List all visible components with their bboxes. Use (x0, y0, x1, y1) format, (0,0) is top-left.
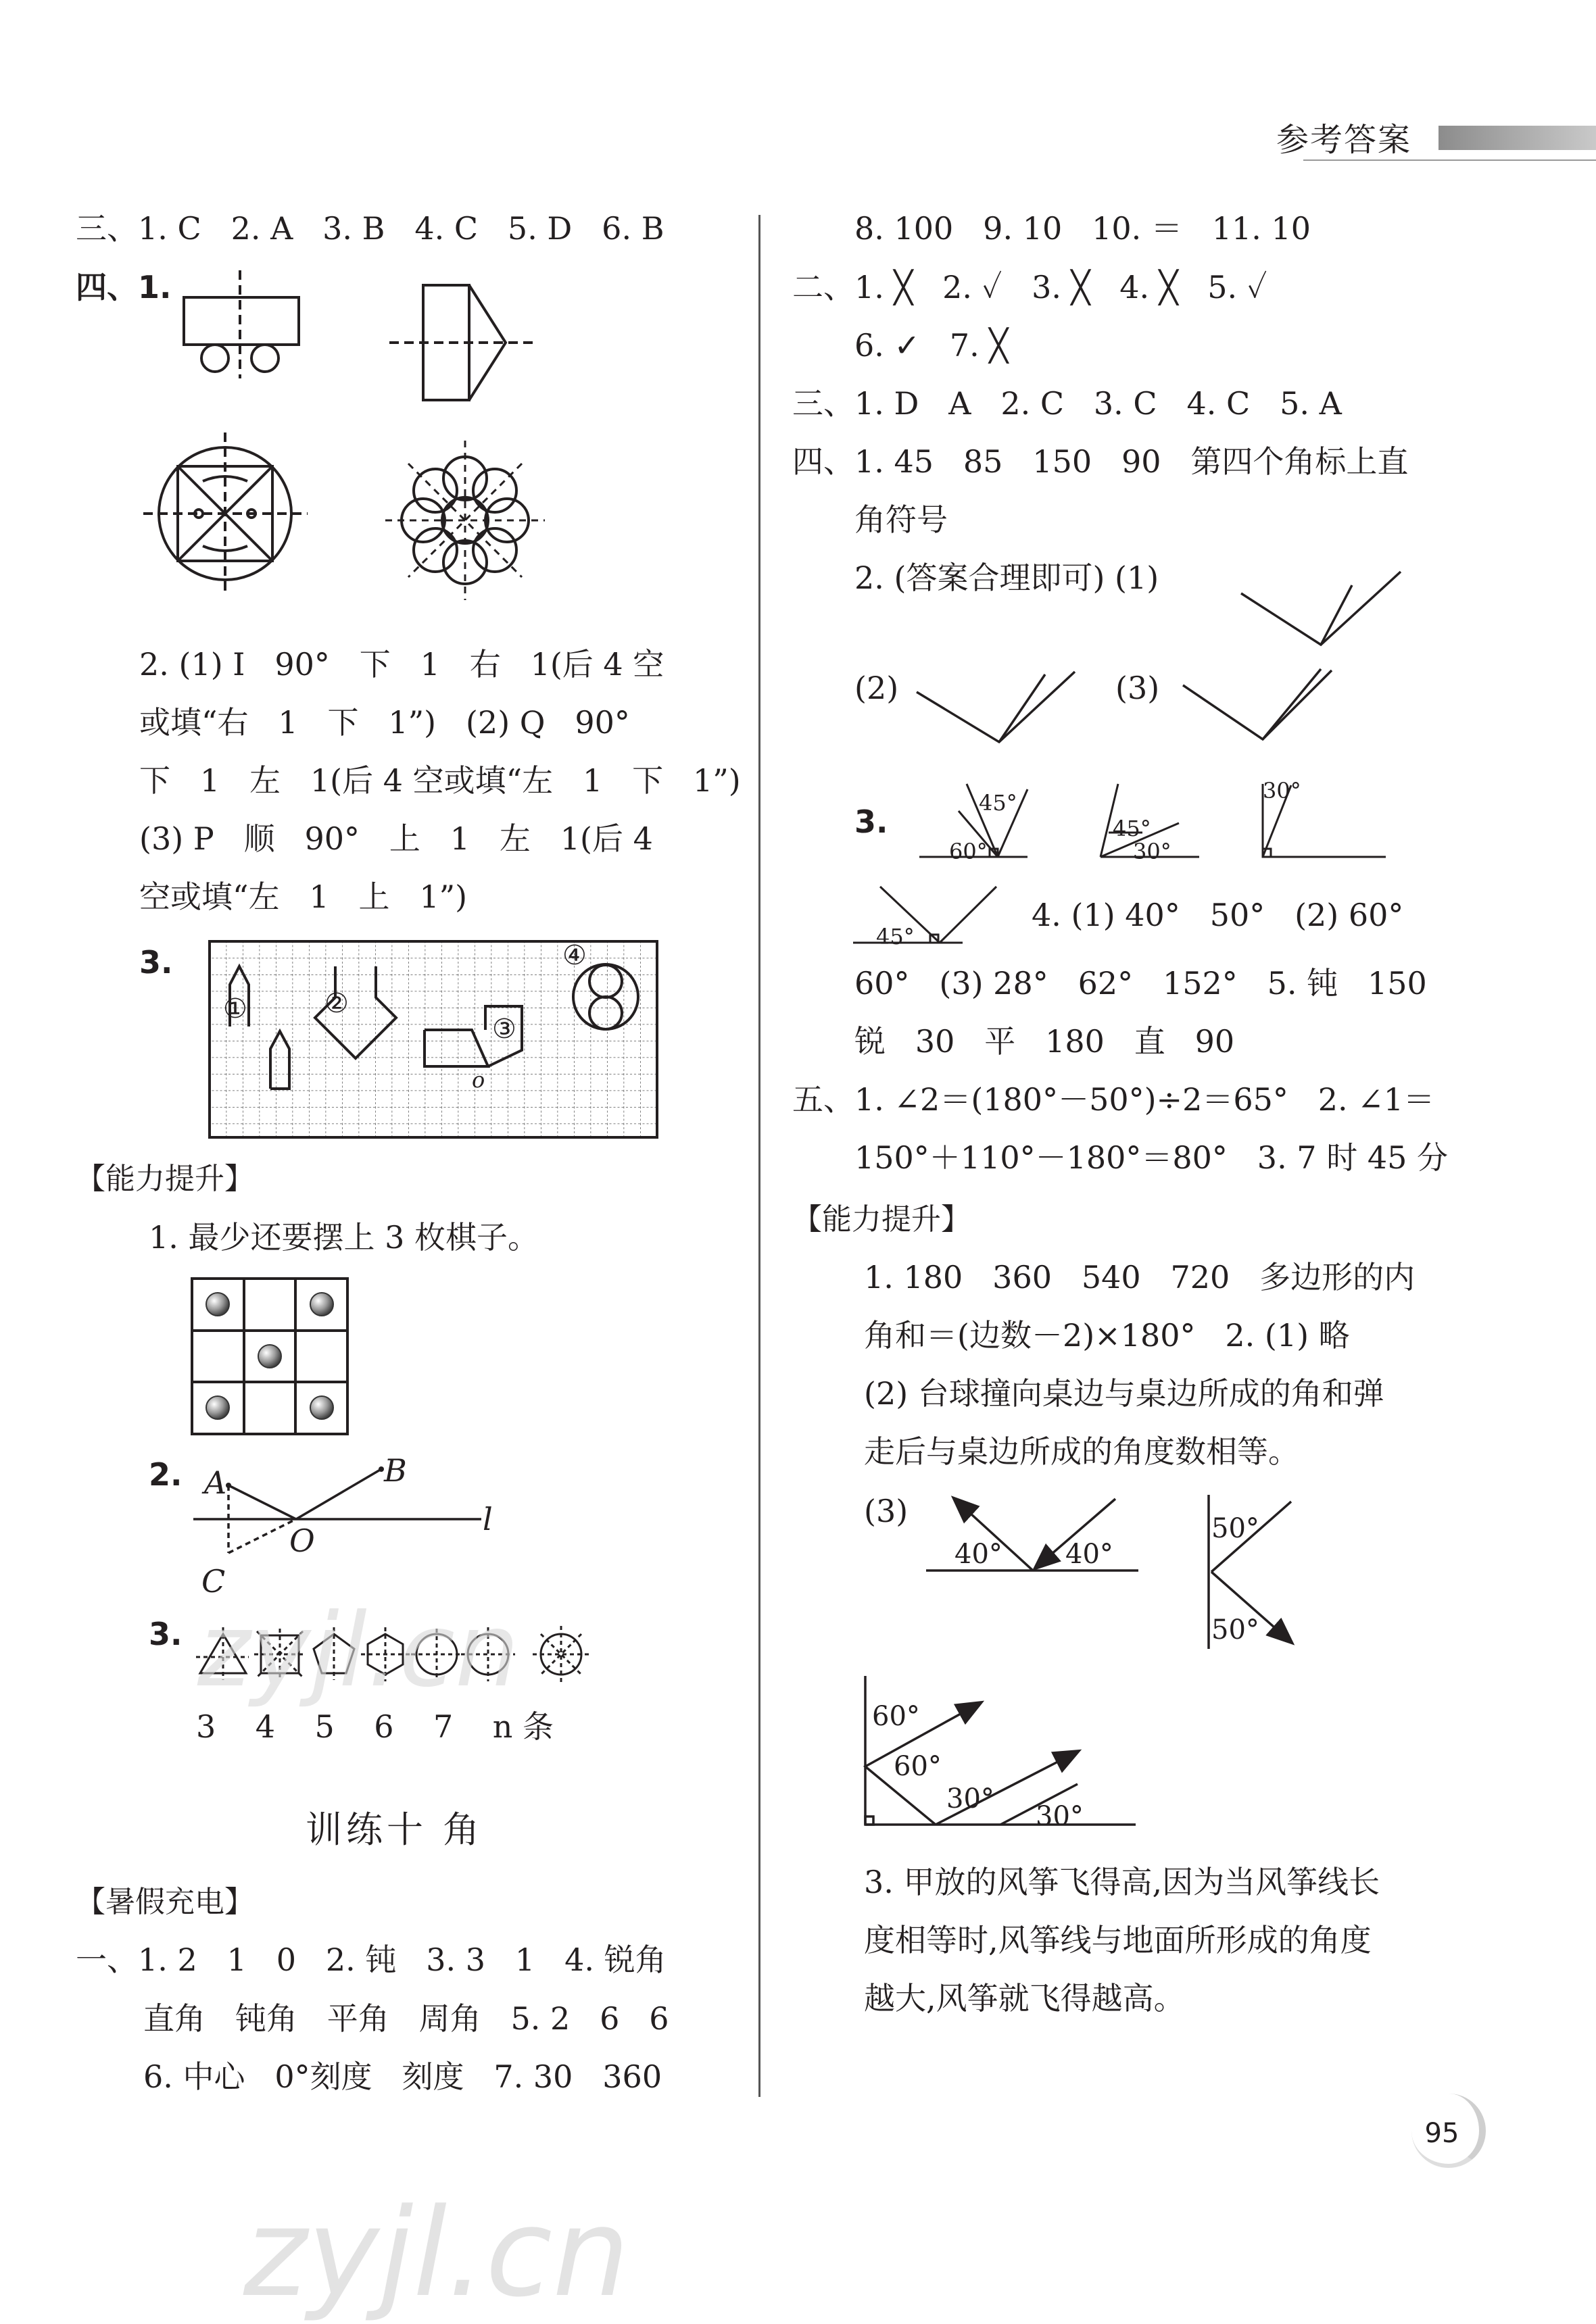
angle-30b: 30° (1133, 839, 1171, 864)
right-r12: 五、1. ∠2＝(180°－50°)÷2＝65° 2. ∠1＝ (792, 1081, 1435, 1118)
billiard-diagrams (0, 0, 1, 1)
angle-45b: 45° (1113, 816, 1151, 841)
right-p4: 走后与桌边所成的角度数相等。 (864, 1433, 1299, 1470)
angle-45d: 45° (876, 924, 915, 949)
grid-label-1: ① (223, 993, 247, 1024)
right-p2: 角和＝(边数－2)×180° 2. (1) 略 (864, 1317, 1350, 1354)
right-ability-heading: 【能力提升】 (792, 1202, 971, 1237)
left-s2d: (3) P 顺 90° 上 1 左 1(后 4 (139, 820, 653, 857)
right-p5: (3) (864, 1493, 909, 1529)
right-r4: 三、1. D A 2. C 3. C 4. C 5. A (792, 385, 1342, 422)
right-r6: 角符号 (854, 501, 948, 538)
right-r3: 6. ✓ 7. ╳ (854, 327, 1009, 364)
bill-60a: 60° (872, 1701, 920, 1732)
header-bar (1438, 126, 1596, 150)
right-lab2: (2) (854, 670, 899, 706)
left-s2c: 下 1 左 1(后 4 空或填“左 1 下 1”) (139, 762, 741, 799)
left-y2: 直角 钝角 平角 周角 5. 2 6 6 (143, 2000, 669, 2037)
left-s3: 3. (139, 944, 173, 981)
point-O: O (289, 1523, 315, 1559)
right-p3: (2) 台球撞向桌边与桌边所成的角和弹 (864, 1375, 1384, 1412)
grid-label-2: ② (324, 988, 349, 1019)
header-title: 参考答案 (1276, 121, 1412, 159)
wm-2: zyjl.cn (243, 2183, 630, 2324)
right-p1: 1. 180 360 540 720 多边形的内 (864, 1259, 1416, 1295)
angle-30c: 30° (1263, 778, 1301, 803)
bill-50a: 50° (1211, 1513, 1259, 1544)
point-B: B (384, 1452, 407, 1489)
left-s2b: 或填“右 1 下 1”) (2) Q 90° (139, 704, 630, 741)
right-k2: 度相等时,风筝线与地面所形成的角度 (864, 1922, 1372, 1958)
right-r1: 8. 100 9. 10 10. ＝ 11. 10 (854, 210, 1311, 247)
header-rule (1303, 159, 1596, 161)
point-A: A (204, 1464, 227, 1501)
right-k1: 3. 甲放的风筝飞得高,因为当风筝线长 (864, 1864, 1380, 1900)
left-counts: 3 4 5 6 7 n 条 (196, 1708, 554, 1745)
right-r9: 4. (1) 40° 50° (2) 60° (1032, 897, 1404, 933)
right-r8: 3. (854, 803, 888, 840)
angle-45a: 45° (979, 790, 1017, 816)
page-number: 95 (1424, 2118, 1459, 2149)
left-a3: 3. (149, 1616, 183, 1652)
right-k3: 越大,风筝就飞得越高。 (864, 1980, 1185, 2017)
right-r13: 150°＋110°－180°＝80° 3. 7 时 45 分 (854, 1139, 1448, 1176)
bill-60b: 60° (894, 1751, 942, 1782)
angle-60a: 60° (949, 839, 988, 864)
right-r2: 二、1. ╳ 2. ✓ 3. ╳ 4. ╳ 5. ✓ (792, 269, 1267, 305)
bill-50b: 50° (1211, 1614, 1259, 1646)
left-y3: 6. 中心 0°刻度 刻度 7. 30 360 (143, 2058, 662, 2095)
grid-label-4: ④ (562, 940, 587, 971)
left-line-2: 四、1. (76, 269, 172, 305)
grid-label-3: ③ (492, 1014, 516, 1045)
left-s2a: 2. (1) I 90° 下 1 右 1(后 4 空 (139, 646, 664, 683)
line-l: l (483, 1501, 493, 1537)
left-y1: 一、1. 2 1 0 2. 钝 3. 3 1 4. 锐角 (76, 1942, 667, 1978)
bill-30a: 30° (946, 1783, 994, 1814)
summer-heading: 【暑假充电】 (76, 1885, 254, 1919)
left-a2: 2. (149, 1456, 183, 1493)
training-title: 训练十 角 (306, 1808, 484, 1851)
right-r5: 四、1. 45 85 150 90 第四个角标上直 (792, 443, 1409, 480)
grid-label-o: o (472, 1067, 485, 1093)
left-s2e: 空或填“左 1 上 1”) (139, 879, 468, 915)
wm-1: zyjl.cn (197, 1592, 520, 1710)
left-ability-heading: 【能力提升】 (76, 1162, 254, 1196)
bill-30b: 30° (1036, 1801, 1084, 1832)
bill-40b: 40° (1065, 1539, 1113, 1570)
left-a1: 1. 最少还要摆上 3 枚棋子。 (149, 1219, 539, 1256)
right-r10: 60° (3) 28° 62° 152° 5. 钝 150 (854, 965, 1427, 1002)
point-C: C (201, 1563, 226, 1600)
bill-40a: 40° (954, 1539, 1002, 1570)
column-divider (758, 215, 760, 2097)
right-r7: 2. (答案合理即可) (1) (854, 560, 1159, 596)
left-line-1: 三、1. C 2. A 3. B 4. C 5. D 6. B (76, 210, 664, 247)
right-lab3: (3) (1115, 670, 1160, 706)
right-r11: 锐 30 平 180 直 90 (854, 1023, 1235, 1060)
